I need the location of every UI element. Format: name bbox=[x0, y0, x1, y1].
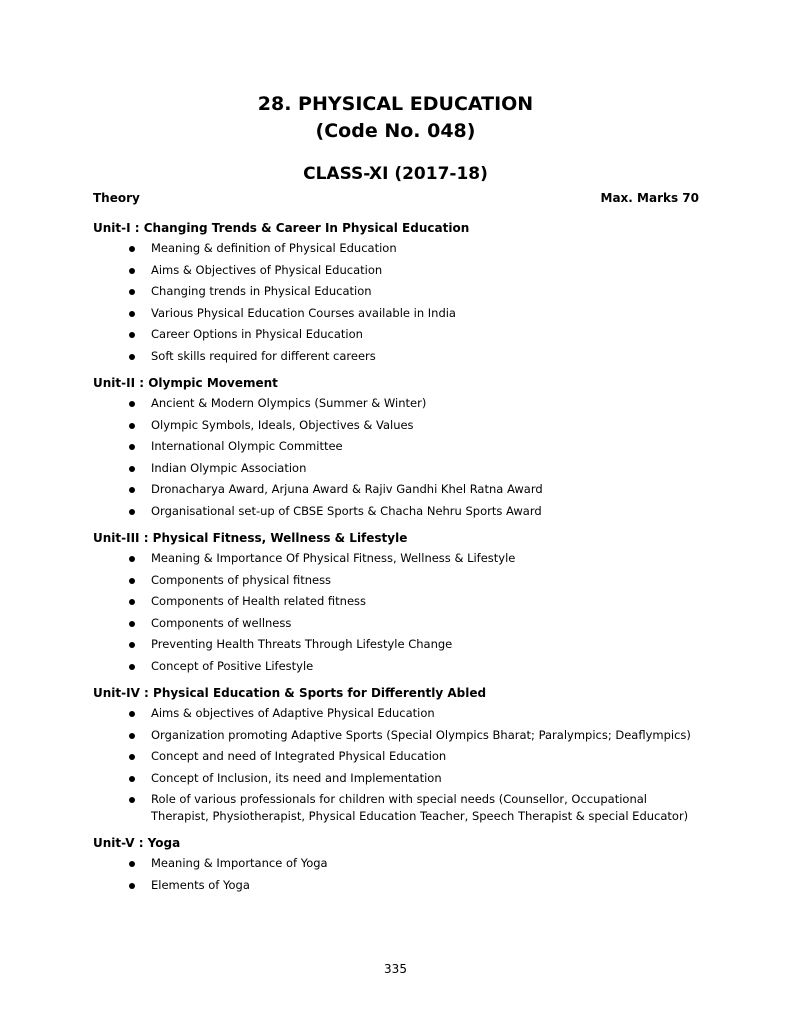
unit-heading: Unit-III : Physical Fitness, Wellness & Lifestyle bbox=[93, 530, 408, 545]
page-number: 335 bbox=[384, 962, 407, 976]
page-title: 28. PHYSICAL EDUCATION bbox=[257, 93, 534, 115]
bullet-icon bbox=[129, 861, 135, 867]
list-item-text: Soft skills required for different careers bbox=[151, 348, 376, 363]
list-item-text: Elements of Yoga bbox=[151, 877, 250, 892]
list-item bbox=[93, 348, 699, 365]
unit-section bbox=[93, 374, 699, 520]
list-item-text: Role of various professionals for children with special needs (Counsellor, Occupational Therapist, Physiotherapist, Physical Education Teacher, Speech Therapist & special Educator) bbox=[151, 792, 689, 824]
bullet-icon bbox=[129, 289, 135, 295]
unit-section bbox=[93, 684, 699, 825]
list-item bbox=[93, 791, 699, 825]
list-item bbox=[93, 503, 699, 520]
list-item-text: Changing trends in Physical Education bbox=[151, 284, 372, 299]
bullet-icon bbox=[129, 401, 135, 407]
list-item bbox=[93, 658, 699, 675]
unit-topic-list bbox=[93, 855, 699, 894]
unit-section bbox=[93, 834, 699, 894]
bullet-icon bbox=[129, 621, 135, 627]
unit-heading: Unit-I : Changing Trends & Career In Physical Education bbox=[93, 221, 470, 235]
list-item-text: Components of physical fitness bbox=[151, 572, 332, 587]
list-item-text: Organization promoting Adaptive Sports (Special Olympics Bharat; Paralympics; Deaflympics) bbox=[151, 727, 691, 742]
list-item-text: Preventing Health Threats Through Lifestyle Change bbox=[151, 637, 453, 652]
unit-topic-list bbox=[93, 395, 699, 520]
bullet-icon bbox=[129, 487, 135, 493]
bullet-icon bbox=[129, 599, 135, 605]
list-item-text: Concept of Positive Lifestyle bbox=[151, 658, 314, 673]
list-item bbox=[93, 240, 699, 257]
list-item-text: Components of wellness bbox=[151, 615, 292, 630]
bullet-icon bbox=[129, 509, 135, 515]
unit-heading: Unit-II : Olympic Movement bbox=[93, 375, 278, 390]
unit-topic-list bbox=[93, 550, 699, 675]
list-item-text: Indian Olympic Association bbox=[151, 460, 307, 475]
bullet-icon bbox=[129, 268, 135, 274]
list-item-text: Meaning & Importance of Yoga bbox=[151, 856, 328, 871]
list-item bbox=[93, 727, 699, 744]
subject-code: (Code No. 048) bbox=[315, 120, 476, 142]
list-item bbox=[93, 305, 699, 322]
list-item-text: Meaning & Importance Of Physical Fitness, Wellness & Lifestyle bbox=[151, 550, 516, 565]
class-heading: CLASS-XI (2017-18) bbox=[303, 164, 488, 184]
unit-heading: Unit-V : Yoga bbox=[93, 836, 181, 851]
bullet-icon bbox=[129, 466, 135, 472]
list-item-text: Career Options in Physical Education bbox=[151, 327, 363, 342]
list-item-text: International Olympic Committee bbox=[151, 439, 343, 454]
list-item bbox=[93, 855, 699, 872]
list-item bbox=[93, 460, 699, 477]
list-item-text: Various Physical Education Courses available in India bbox=[151, 305, 456, 320]
list-item bbox=[93, 615, 699, 632]
max-marks: Max. Marks 70 bbox=[600, 191, 699, 205]
bullet-icon bbox=[129, 332, 135, 338]
unit-heading: Unit-IV : Physical Education & Sports for Differently Abled bbox=[93, 685, 487, 700]
unit-topic-list bbox=[93, 705, 699, 825]
bullet-icon bbox=[129, 754, 135, 760]
list-item-text: Aims & Objectives of Physical Education bbox=[151, 262, 383, 277]
list-item bbox=[93, 593, 699, 610]
bullet-icon bbox=[129, 246, 135, 252]
bullet-icon bbox=[129, 733, 135, 739]
theory-label: Theory bbox=[93, 191, 140, 205]
list-item-text: Olympic Symbols, Ideals, Objectives & Values bbox=[151, 417, 414, 432]
list-item bbox=[93, 395, 699, 412]
list-item-text: Components of Health related fitness bbox=[151, 594, 367, 609]
list-item bbox=[93, 636, 699, 653]
list-item bbox=[93, 417, 699, 434]
bullet-icon bbox=[129, 797, 135, 803]
list-item-text: Dronacharya Award, Arjuna Award & Rajiv Gandhi Khel Ratna Award bbox=[151, 482, 543, 497]
bullet-icon bbox=[129, 711, 135, 717]
list-item-text: Ancient & Modern Olympics (Summer & Winter) bbox=[151, 395, 427, 410]
bullet-icon bbox=[129, 578, 135, 584]
bullet-icon bbox=[129, 423, 135, 429]
bullet-icon bbox=[129, 883, 135, 889]
list-item bbox=[93, 748, 699, 765]
list-item bbox=[93, 438, 699, 455]
unit-section bbox=[93, 529, 699, 675]
list-item bbox=[93, 262, 699, 279]
unit-section bbox=[93, 219, 699, 365]
theory-marks-row bbox=[93, 189, 699, 207]
list-item-text: Concept and need of Integrated Physical Education bbox=[151, 749, 447, 764]
list-item-text: Concept of Inclusion, its need and Implementation bbox=[151, 770, 442, 785]
bullet-icon bbox=[129, 556, 135, 562]
list-item-text: Aims & objectives of Adaptive Physical Education bbox=[151, 705, 435, 720]
list-item bbox=[93, 572, 699, 589]
list-item bbox=[93, 705, 699, 722]
list-item bbox=[93, 877, 699, 894]
list-item bbox=[93, 481, 699, 498]
list-item-text: Meaning & definition of Physical Education bbox=[151, 241, 397, 255]
unit-topic-list bbox=[93, 240, 699, 365]
list-item bbox=[93, 283, 699, 300]
list-item-text: Organisational set-up of CBSE Sports & Chacha Nehru Sports Award bbox=[151, 503, 542, 518]
bullet-icon bbox=[129, 776, 135, 782]
bullet-icon bbox=[129, 354, 135, 360]
list-item bbox=[93, 550, 699, 567]
list-item bbox=[93, 770, 699, 787]
bullet-icon bbox=[129, 311, 135, 317]
bullet-icon bbox=[129, 664, 135, 670]
bullet-icon bbox=[129, 642, 135, 648]
syllabus-units bbox=[93, 219, 699, 903]
bullet-icon bbox=[129, 444, 135, 450]
list-item bbox=[93, 326, 699, 343]
